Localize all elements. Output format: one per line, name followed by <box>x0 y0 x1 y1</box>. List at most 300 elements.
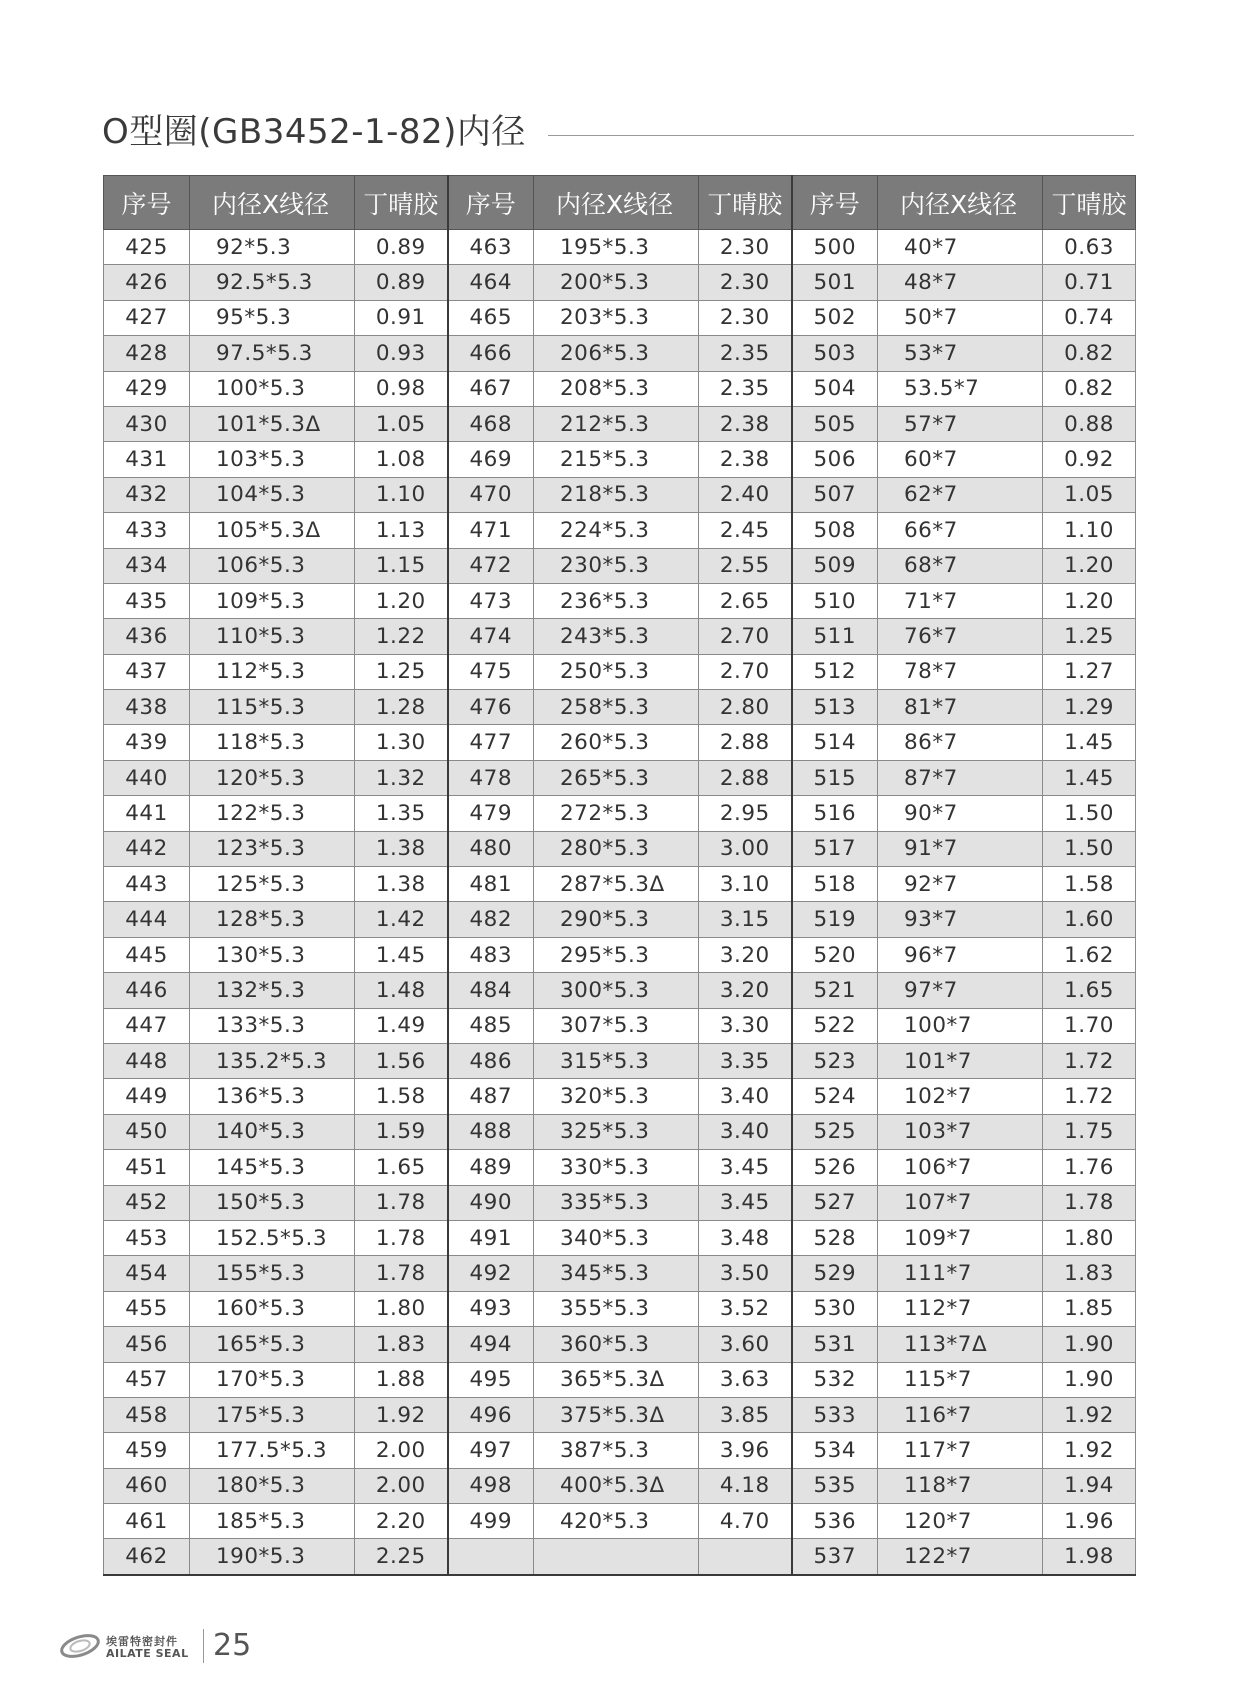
cell-no: 529 <box>792 1256 878 1291</box>
cell-size: 136*5.3 <box>190 1079 355 1114</box>
cell-no: 466 <box>448 336 534 371</box>
cell-no: 535 <box>792 1468 878 1503</box>
oring-table-container <box>103 175 1135 1576</box>
cell-size: 111*7 <box>878 1256 1043 1291</box>
cell-size: 140*5.3 <box>190 1114 355 1149</box>
cell-size: 81*7 <box>878 690 1043 725</box>
cell-no: 470 <box>448 477 534 512</box>
cell-kg: 3.20 <box>699 937 792 972</box>
oring-table <box>103 175 1136 1576</box>
title-area <box>102 106 1134 162</box>
cell-no: 493 <box>448 1291 534 1326</box>
footer <box>58 1627 298 1667</box>
cell-no: 515 <box>792 760 878 795</box>
cell-size: 110*5.3 <box>190 619 355 654</box>
cell-kg: 1.60 <box>1043 902 1136 937</box>
cell-size: 230*5.3 <box>534 548 699 583</box>
cell-size: 115*7 <box>878 1362 1043 1397</box>
cell-kg: 1.75 <box>1043 1114 1136 1149</box>
cell-kg: 1.20 <box>355 583 448 618</box>
cell-kg: 1.72 <box>1043 1079 1136 1114</box>
cell-no: 468 <box>448 406 534 441</box>
cell-kg: 1.48 <box>355 973 448 1008</box>
table-row <box>104 937 1136 972</box>
cell-kg: 0.88 <box>1043 406 1136 441</box>
cell-kg: 0.98 <box>355 371 448 406</box>
cell-size: 92*7 <box>878 867 1043 902</box>
cell-kg: 1.98 <box>1043 1539 1136 1575</box>
cell-kg: 1.70 <box>1043 1008 1136 1043</box>
cell-kg: 1.29 <box>1043 690 1136 725</box>
cell-kg: 3.35 <box>699 1043 792 1078</box>
cell-no: 472 <box>448 548 534 583</box>
cell-no: 504 <box>792 371 878 406</box>
cell-size: 133*5.3 <box>190 1008 355 1043</box>
cell-size: 123*5.3 <box>190 831 355 866</box>
cell-kg: 2.35 <box>699 336 792 371</box>
cell-size: 118*5.3 <box>190 725 355 760</box>
cell-kg: 1.80 <box>355 1291 448 1326</box>
cell-kg: 1.28 <box>355 690 448 725</box>
table-row <box>104 265 1136 300</box>
cell-size: 208*5.3 <box>534 371 699 406</box>
cell-no: 481 <box>448 867 534 902</box>
cell-size: 160*5.3 <box>190 1291 355 1326</box>
cell-kg: 4.18 <box>699 1468 792 1503</box>
cell-no: 469 <box>448 442 534 477</box>
cell-no: 471 <box>448 513 534 548</box>
brand-name-chinese: 埃雷特密封件 <box>106 1635 178 1648</box>
cell-no: 517 <box>792 831 878 866</box>
cell-no: 425 <box>104 230 190 265</box>
cell-size: 76*7 <box>878 619 1043 654</box>
cell-no: 491 <box>448 1220 534 1255</box>
cell-kg: 1.83 <box>1043 1256 1136 1291</box>
cell-kg: 1.78 <box>355 1256 448 1291</box>
cell-no: 494 <box>448 1327 534 1362</box>
cell-no: 496 <box>448 1397 534 1432</box>
cell-kg: 3.30 <box>699 1008 792 1043</box>
cell-no: 526 <box>792 1150 878 1185</box>
table-row <box>104 1397 1136 1432</box>
cell-kg: 1.58 <box>1043 867 1136 902</box>
header-size: 内径X线径 <box>878 176 1043 230</box>
cell-no: 498 <box>448 1468 534 1503</box>
cell-no: 477 <box>448 725 534 760</box>
cell-size: 86*7 <box>878 725 1043 760</box>
cell-size: 145*5.3 <box>190 1150 355 1185</box>
cell-size: 112*5.3 <box>190 654 355 689</box>
cell-kg: 1.49 <box>355 1008 448 1043</box>
cell-kg: 1.83 <box>355 1327 448 1362</box>
cell-size: 195*5.3 <box>534 230 699 265</box>
cell-no: 484 <box>448 973 534 1008</box>
cell-size: 101*7 <box>878 1043 1043 1078</box>
cell-size: 40*7 <box>878 230 1043 265</box>
table-row <box>104 548 1136 583</box>
cell-kg: 1.22 <box>355 619 448 654</box>
cell-kg: 1.92 <box>1043 1433 1136 1468</box>
cell-size: 375*5.3Δ <box>534 1397 699 1432</box>
cell-size: 107*7 <box>878 1185 1043 1220</box>
title-rule <box>548 135 1134 136</box>
cell-no: 490 <box>448 1185 534 1220</box>
table-row <box>104 1256 1136 1291</box>
cell-no: 450 <box>104 1114 190 1149</box>
cell-no: 502 <box>792 300 878 335</box>
cell-kg: 0.93 <box>355 336 448 371</box>
cell-size: 113*7Δ <box>878 1327 1043 1362</box>
cell-size: 53*7 <box>878 336 1043 371</box>
cell-kg: 1.92 <box>1043 1397 1136 1432</box>
cell-no: 482 <box>448 902 534 937</box>
cell-size: 109*7 <box>878 1220 1043 1255</box>
cell-size: 106*5.3 <box>190 548 355 583</box>
table-row <box>104 1362 1136 1397</box>
cell-size: 170*5.3 <box>190 1362 355 1397</box>
cell-kg: 1.08 <box>355 442 448 477</box>
table-row <box>104 902 1136 937</box>
table-row <box>104 725 1136 760</box>
cell-size: 103*7 <box>878 1114 1043 1149</box>
cell-no: 428 <box>104 336 190 371</box>
cell-size: 90*7 <box>878 796 1043 831</box>
cell-no: 457 <box>104 1362 190 1397</box>
cell-kg: 0.89 <box>355 230 448 265</box>
table-row <box>104 1150 1136 1185</box>
table-row <box>104 1008 1136 1043</box>
cell-no: 432 <box>104 477 190 512</box>
cell-kg: 1.88 <box>355 1362 448 1397</box>
cell-kg: 0.89 <box>355 265 448 300</box>
cell-kg: 3.63 <box>699 1362 792 1397</box>
cell-kg: 2.35 <box>699 371 792 406</box>
cell-kg: 2.45 <box>699 513 792 548</box>
cell-kg: 3.60 <box>699 1327 792 1362</box>
cell-no: 453 <box>104 1220 190 1255</box>
cell-size: 387*5.3 <box>534 1433 699 1468</box>
cell-no: 488 <box>448 1114 534 1149</box>
table-row <box>104 1468 1136 1503</box>
cell-no: 531 <box>792 1327 878 1362</box>
cell-kg: 2.70 <box>699 654 792 689</box>
table-row <box>104 1079 1136 1114</box>
cell-no: 437 <box>104 654 190 689</box>
table-row <box>104 1539 1136 1575</box>
cell-no: 522 <box>792 1008 878 1043</box>
table-row <box>104 654 1136 689</box>
cell-kg: 1.45 <box>355 937 448 972</box>
cell-no: 530 <box>792 1291 878 1326</box>
cell-kg: 3.40 <box>699 1114 792 1149</box>
cell-no: 495 <box>448 1362 534 1397</box>
table-row <box>104 336 1136 371</box>
table-row <box>104 1291 1136 1326</box>
header-kg: 丁晴胶 <box>1043 176 1136 230</box>
cell-size: 155*5.3 <box>190 1256 355 1291</box>
cell-kg: 2.25 <box>355 1539 448 1575</box>
cell-size: 100*7 <box>878 1008 1043 1043</box>
cell-no: 465 <box>448 300 534 335</box>
table-row <box>104 867 1136 902</box>
brand-name-english: AILATE SEAL <box>106 1647 189 1660</box>
cell-kg: 1.85 <box>1043 1291 1136 1326</box>
cell-kg: 1.25 <box>1043 619 1136 654</box>
cell-kg: 1.32 <box>355 760 448 795</box>
cell-no: 436 <box>104 619 190 654</box>
table-row <box>104 442 1136 477</box>
cell-no: 431 <box>104 442 190 477</box>
table-row <box>104 760 1136 795</box>
table-row <box>104 619 1136 654</box>
header-size: 内径X线径 <box>190 176 355 230</box>
page-number: 25 <box>213 1628 252 1663</box>
cell-size: 106*7 <box>878 1150 1043 1185</box>
cell-no: 427 <box>104 300 190 335</box>
cell-size: 177.5*5.3 <box>190 1433 355 1468</box>
cell-size: 250*5.3 <box>534 654 699 689</box>
cell-size: 97*7 <box>878 973 1043 1008</box>
cell-no: 435 <box>104 583 190 618</box>
cell-no: 463 <box>448 230 534 265</box>
cell-kg: 3.10 <box>699 867 792 902</box>
cell-size: 122*7 <box>878 1539 1043 1575</box>
cell-size: 185*5.3 <box>190 1504 355 1539</box>
cell-size: 95*5.3 <box>190 300 355 335</box>
header-kg: 丁晴胶 <box>355 176 448 230</box>
cell-kg: 2.38 <box>699 442 792 477</box>
cell-size: 203*5.3 <box>534 300 699 335</box>
cell-size: 62*7 <box>878 477 1043 512</box>
cell-kg: 1.58 <box>355 1079 448 1114</box>
cell-no: 487 <box>448 1079 534 1114</box>
cell-size: 290*5.3 <box>534 902 699 937</box>
table-row <box>104 831 1136 866</box>
cell-no: 483 <box>448 937 534 972</box>
cell-no: 505 <box>792 406 878 441</box>
cell-size: 120*7 <box>878 1504 1043 1539</box>
cell-size: 118*7 <box>878 1468 1043 1503</box>
cell-kg: 1.35 <box>355 796 448 831</box>
cell-kg: 1.20 <box>1043 548 1136 583</box>
cell-kg: 0.63 <box>1043 230 1136 265</box>
cell-size: 102*7 <box>878 1079 1043 1114</box>
cell-no: 442 <box>104 831 190 866</box>
cell-size: 218*5.3 <box>534 477 699 512</box>
cell-no: 478 <box>448 760 534 795</box>
table-row <box>104 690 1136 725</box>
cell-size: 91*7 <box>878 831 1043 866</box>
cell-kg: 3.45 <box>699 1150 792 1185</box>
cell-size: 100*5.3 <box>190 371 355 406</box>
cell-size: 360*5.3 <box>534 1327 699 1362</box>
cell-no: 455 <box>104 1291 190 1326</box>
cell-kg: 1.10 <box>1043 513 1136 548</box>
table-row <box>104 1043 1136 1078</box>
cell-no: 452 <box>104 1185 190 1220</box>
cell-kg: 1.25 <box>355 654 448 689</box>
cell-no: 443 <box>104 867 190 902</box>
cell-kg: 1.20 <box>1043 583 1136 618</box>
cell-size: 96*7 <box>878 937 1043 972</box>
cell-no: 508 <box>792 513 878 548</box>
cell-kg: 1.05 <box>355 406 448 441</box>
cell-no: 528 <box>792 1220 878 1255</box>
cell-size: 212*5.3 <box>534 406 699 441</box>
cell-no: 500 <box>792 230 878 265</box>
cell-no: 511 <box>792 619 878 654</box>
cell-no: 516 <box>792 796 878 831</box>
cell-size: 265*5.3 <box>534 760 699 795</box>
cell-kg: 1.10 <box>355 477 448 512</box>
cell-size: 355*5.3 <box>534 1291 699 1326</box>
cell-size: 60*7 <box>878 442 1043 477</box>
cell-kg: 0.82 <box>1043 371 1136 406</box>
cell-size: 280*5.3 <box>534 831 699 866</box>
cell-kg: 1.90 <box>1043 1362 1136 1397</box>
header-no: 序号 <box>104 176 190 230</box>
cell-no: 439 <box>104 725 190 760</box>
cell-kg: 1.05 <box>1043 477 1136 512</box>
cell-kg: 2.00 <box>355 1433 448 1468</box>
cell-size: 365*5.3Δ <box>534 1362 699 1397</box>
cell-size: 130*5.3 <box>190 937 355 972</box>
cell-size: 66*7 <box>878 513 1043 548</box>
cell-size: 335*5.3 <box>534 1185 699 1220</box>
cell-no: 501 <box>792 265 878 300</box>
footer-divider <box>203 1629 204 1663</box>
table-row <box>104 1327 1136 1362</box>
cell-kg: 1.78 <box>1043 1185 1136 1220</box>
cell-size: 340*5.3 <box>534 1220 699 1255</box>
cell-no: 537 <box>792 1539 878 1575</box>
cell-size: 152.5*5.3 <box>190 1220 355 1255</box>
cell-no: 444 <box>104 902 190 937</box>
table-row <box>104 1185 1136 1220</box>
cell-size: 215*5.3 <box>534 442 699 477</box>
cell-kg: 0.74 <box>1043 300 1136 335</box>
cell-kg: 3.45 <box>699 1185 792 1220</box>
cell-no: 446 <box>104 973 190 1008</box>
cell-no: 441 <box>104 796 190 831</box>
cell-kg: 1.94 <box>1043 1468 1136 1503</box>
table-row <box>104 973 1136 1008</box>
cell-kg: 1.38 <box>355 867 448 902</box>
cell-no <box>448 1539 534 1575</box>
cell-kg: 0.82 <box>1043 336 1136 371</box>
header-no: 序号 <box>448 176 534 230</box>
cell-kg: 1.72 <box>1043 1043 1136 1078</box>
cell-kg: 3.85 <box>699 1397 792 1432</box>
cell-size: 272*5.3 <box>534 796 699 831</box>
cell-no: 464 <box>448 265 534 300</box>
cell-size: 200*5.3 <box>534 265 699 300</box>
table-row <box>104 1433 1136 1468</box>
cell-no: 459 <box>104 1433 190 1468</box>
cell-kg: 3.00 <box>699 831 792 866</box>
cell-kg: 2.30 <box>699 265 792 300</box>
cell-no: 473 <box>448 583 534 618</box>
cell-no: 533 <box>792 1397 878 1432</box>
cell-no: 497 <box>448 1433 534 1468</box>
cell-kg: 1.62 <box>1043 937 1136 972</box>
cell-no: 430 <box>104 406 190 441</box>
company-logo-icon <box>58 1633 102 1659</box>
cell-no: 527 <box>792 1185 878 1220</box>
cell-size: 236*5.3 <box>534 583 699 618</box>
cell-no: 486 <box>448 1043 534 1078</box>
cell-kg: 1.27 <box>1043 654 1136 689</box>
cell-kg: 2.00 <box>355 1468 448 1503</box>
cell-size: 103*5.3 <box>190 442 355 477</box>
cell-kg: 2.40 <box>699 477 792 512</box>
cell-no: 438 <box>104 690 190 725</box>
cell-no: 475 <box>448 654 534 689</box>
cell-kg <box>699 1539 792 1575</box>
cell-no: 480 <box>448 831 534 866</box>
cell-no: 525 <box>792 1114 878 1149</box>
cell-size: 260*5.3 <box>534 725 699 760</box>
cell-kg: 1.38 <box>355 831 448 866</box>
table-header-row <box>104 176 1136 230</box>
cell-size: 132*5.3 <box>190 973 355 1008</box>
cell-no: 461 <box>104 1504 190 1539</box>
cell-kg: 4.70 <box>699 1504 792 1539</box>
cell-kg: 1.15 <box>355 548 448 583</box>
cell-size: 258*5.3 <box>534 690 699 725</box>
cell-no: 445 <box>104 937 190 972</box>
cell-kg: 1.78 <box>355 1220 448 1255</box>
table-row <box>104 477 1136 512</box>
table-row <box>104 230 1136 265</box>
cell-size: 104*5.3 <box>190 477 355 512</box>
cell-size: 345*5.3 <box>534 1256 699 1291</box>
cell-kg: 1.13 <box>355 513 448 548</box>
cell-kg: 2.95 <box>699 796 792 831</box>
cell-size: 116*7 <box>878 1397 1043 1432</box>
cell-kg: 1.80 <box>1043 1220 1136 1255</box>
cell-kg: 2.88 <box>699 725 792 760</box>
cell-size: 325*5.3 <box>534 1114 699 1149</box>
cell-kg: 3.96 <box>699 1433 792 1468</box>
cell-kg: 1.90 <box>1043 1327 1136 1362</box>
cell-kg: 3.50 <box>699 1256 792 1291</box>
cell-no: 513 <box>792 690 878 725</box>
cell-no: 447 <box>104 1008 190 1043</box>
cell-kg: 1.65 <box>1043 973 1136 1008</box>
cell-size: 105*5.3Δ <box>190 513 355 548</box>
cell-size: 125*5.3 <box>190 867 355 902</box>
cell-size: 57*7 <box>878 406 1043 441</box>
cell-size: 190*5.3 <box>190 1539 355 1575</box>
cell-size: 287*5.3Δ <box>534 867 699 902</box>
table-row <box>104 583 1136 618</box>
table-row <box>104 1114 1136 1149</box>
cell-kg: 1.45 <box>1043 725 1136 760</box>
cell-kg: 2.30 <box>699 300 792 335</box>
cell-no: 499 <box>448 1504 534 1539</box>
cell-size: 109*5.3 <box>190 583 355 618</box>
cell-no: 503 <box>792 336 878 371</box>
cell-size: 122*5.3 <box>190 796 355 831</box>
cell-size <box>534 1539 699 1575</box>
cell-size: 92.5*5.3 <box>190 265 355 300</box>
cell-no: 454 <box>104 1256 190 1291</box>
cell-size: 320*5.3 <box>534 1079 699 1114</box>
cell-kg: 0.92 <box>1043 442 1136 477</box>
cell-size: 150*5.3 <box>190 1185 355 1220</box>
cell-kg: 1.76 <box>1043 1150 1136 1185</box>
